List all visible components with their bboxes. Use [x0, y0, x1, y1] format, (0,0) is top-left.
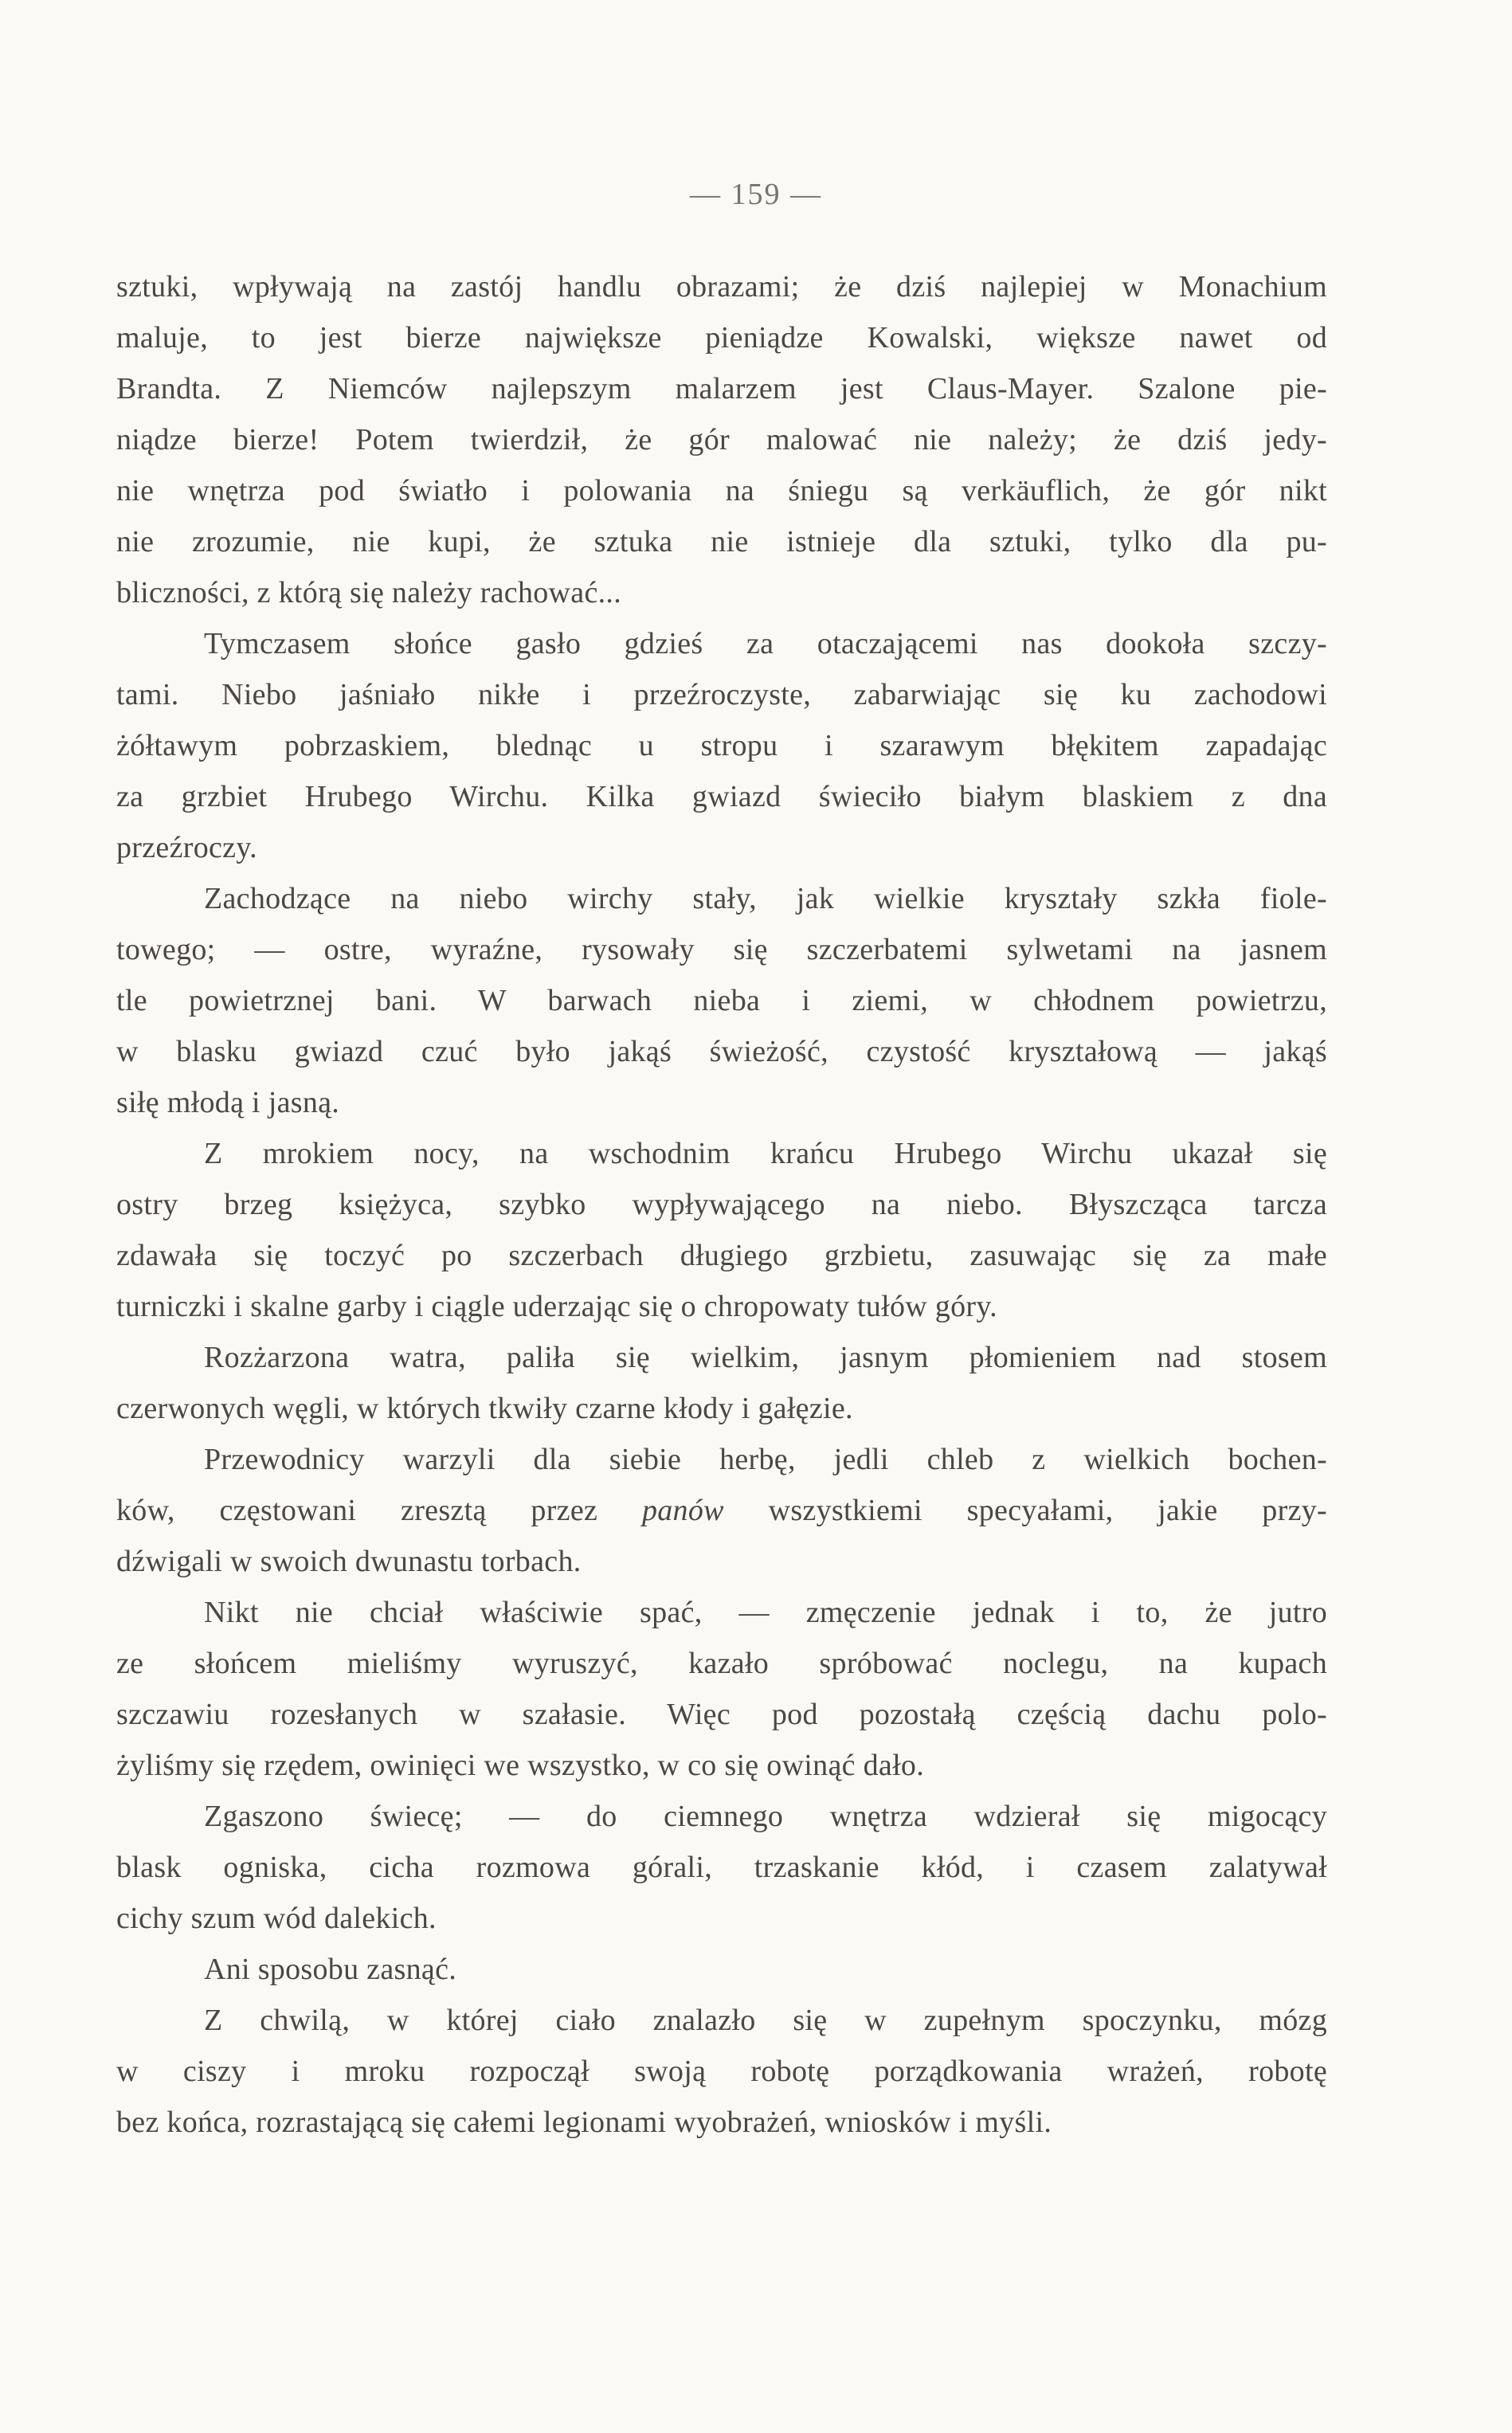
text-line: dźwigali w swoich dwunastu torbach. [116, 1545, 582, 1578]
text-line: czerwonych węgli, w których tkwiły czarne kłody i gałęzie. [116, 1392, 853, 1425]
text-line: maluje, to jest bierze największe pieniądze Kowalski, większe nawet od [116, 321, 1327, 355]
text-line: Ani sposobu zasnąć. [204, 1953, 457, 1986]
text-line: szczawiu rozesłanych w szałasie. Więc pod pozostałą częścią dachu polo- [116, 1698, 1327, 1731]
text-line: żółtawym pobrzaskiem, blednąc u stropu i szarawym błękitem zapadając [116, 729, 1327, 762]
text-line: Rozżarzona watra, paliła się wielkim, jasnym płomieniem nad stosem [204, 1341, 1327, 1374]
text-line: w blasku gwiazd czuć było jakąś świeżość, czystość kryształową — jakąś [116, 1035, 1327, 1068]
text-line: siłę młodą i jasną. [116, 1086, 340, 1119]
text-line: Z chwilą, w której ciało znalazło się w zupełnym spoczynku, mózg [204, 2004, 1327, 2037]
text-line: tami. Niebo jaśniało nikłe i przeźroczyste, zabarwiając się ku zachodowi [116, 678, 1327, 711]
text-line [116, 1485, 1327, 1536]
text-line: tle powietrznej bani. W barwach nieba i ziemi, w chłodnem powietrzu, [116, 984, 1327, 1017]
page-number: — 159 — [690, 178, 822, 211]
text-line: Z mrokiem nocy, na wschodnim krańcu Hrubego Wirchu ukazał się [204, 1137, 1327, 1170]
text-line: sztuki, wpływają na zastój handlu obrazami; że dziś najlepiej w Monachium [116, 270, 1327, 304]
text-line: turniczki i skalne garby i ciągle uderzając się o chropowaty tułów góry. [116, 1290, 997, 1323]
body-text [116, 261, 1327, 2148]
text-line: Nikt nie chciał właściwie spać, — zmęczenie jednak i to, że jutro [204, 1596, 1327, 1629]
text-line: ostry brzeg księżyca, szybko wypływającego na niebo. Błyszcząca tarcza [116, 1188, 1327, 1221]
text-line: Zachodzące na niebo wirchy stały, jak wielkie kryształy szkła fiole- [204, 882, 1327, 915]
text-line: żyliśmy się rzędem, owinięci we wszystko, w co się owinąć dało. [116, 1749, 925, 1782]
text-line: blask ogniska, cicha rozmowa górali, trzaskanie kłód, i czasem zalatywał [116, 1851, 1327, 1884]
italic-word: panów [641, 1494, 724, 1527]
text-line: niądze bierze! Potem twierdził, że gór malować nie należy; że dziś jedy- [116, 423, 1327, 456]
text-line: bez końca, rozrastającą się całemi legionami wyobrażeń, wniosków i myśli. [116, 2106, 1052, 2139]
text-segment: ków, częstowani zresztą przez [116, 1494, 642, 1527]
text-line: Tymczasem słońce gasło gdzieś za otaczającemi nas dookoła szczy- [204, 627, 1327, 660]
text-line: przeźroczy. [116, 831, 257, 864]
text-line: cichy szum wód dalekich. [116, 1902, 437, 1935]
text-line: zdawała się toczyć po szczerbach długiego grzbietu, zasuwając się za małe [116, 1239, 1327, 1272]
text-line: Przewodnicy warzyli dla siebie herbę, jedli chleb z wielkich bochen- [204, 1443, 1327, 1476]
text-segment: wszystkiemi specyałami, jakie przy- [723, 1494, 1327, 1527]
text-line: towego; — ostre, wyraźne, rysowały się szczerbatemi sylwetami na jasnem [116, 933, 1327, 966]
text-line: Brandta. Z Niemców najlepszym malarzem jest Claus-Mayer. Szalone pie- [116, 372, 1327, 406]
text-line: w ciszy i mroku rozpoczął swoją robotę porządkowania wrażeń, robotę [116, 2055, 1327, 2088]
text-line: za grzbiet Hrubego Wirchu. Kilka gwiazd świeciło białym blaskiem z dna [116, 780, 1327, 813]
text-line: nie zrozumie, nie kupi, że sztuka nie istnieje dla sztuki, tylko dla pu- [116, 525, 1327, 558]
text-line: bliczności, z którą się należy rachować... [116, 576, 622, 609]
text-line: ze słońcem mieliśmy wyruszyć, kazało spróbować noclegu, na kupach [116, 1647, 1327, 1680]
text-line: nie wnętrza pod światło i polowania na śniegu są verkäuflich, że gór nikt [116, 474, 1327, 507]
text-line: Zgaszono świecę; — do ciemnego wnętrza wdzierał się migocący [204, 1800, 1327, 1833]
